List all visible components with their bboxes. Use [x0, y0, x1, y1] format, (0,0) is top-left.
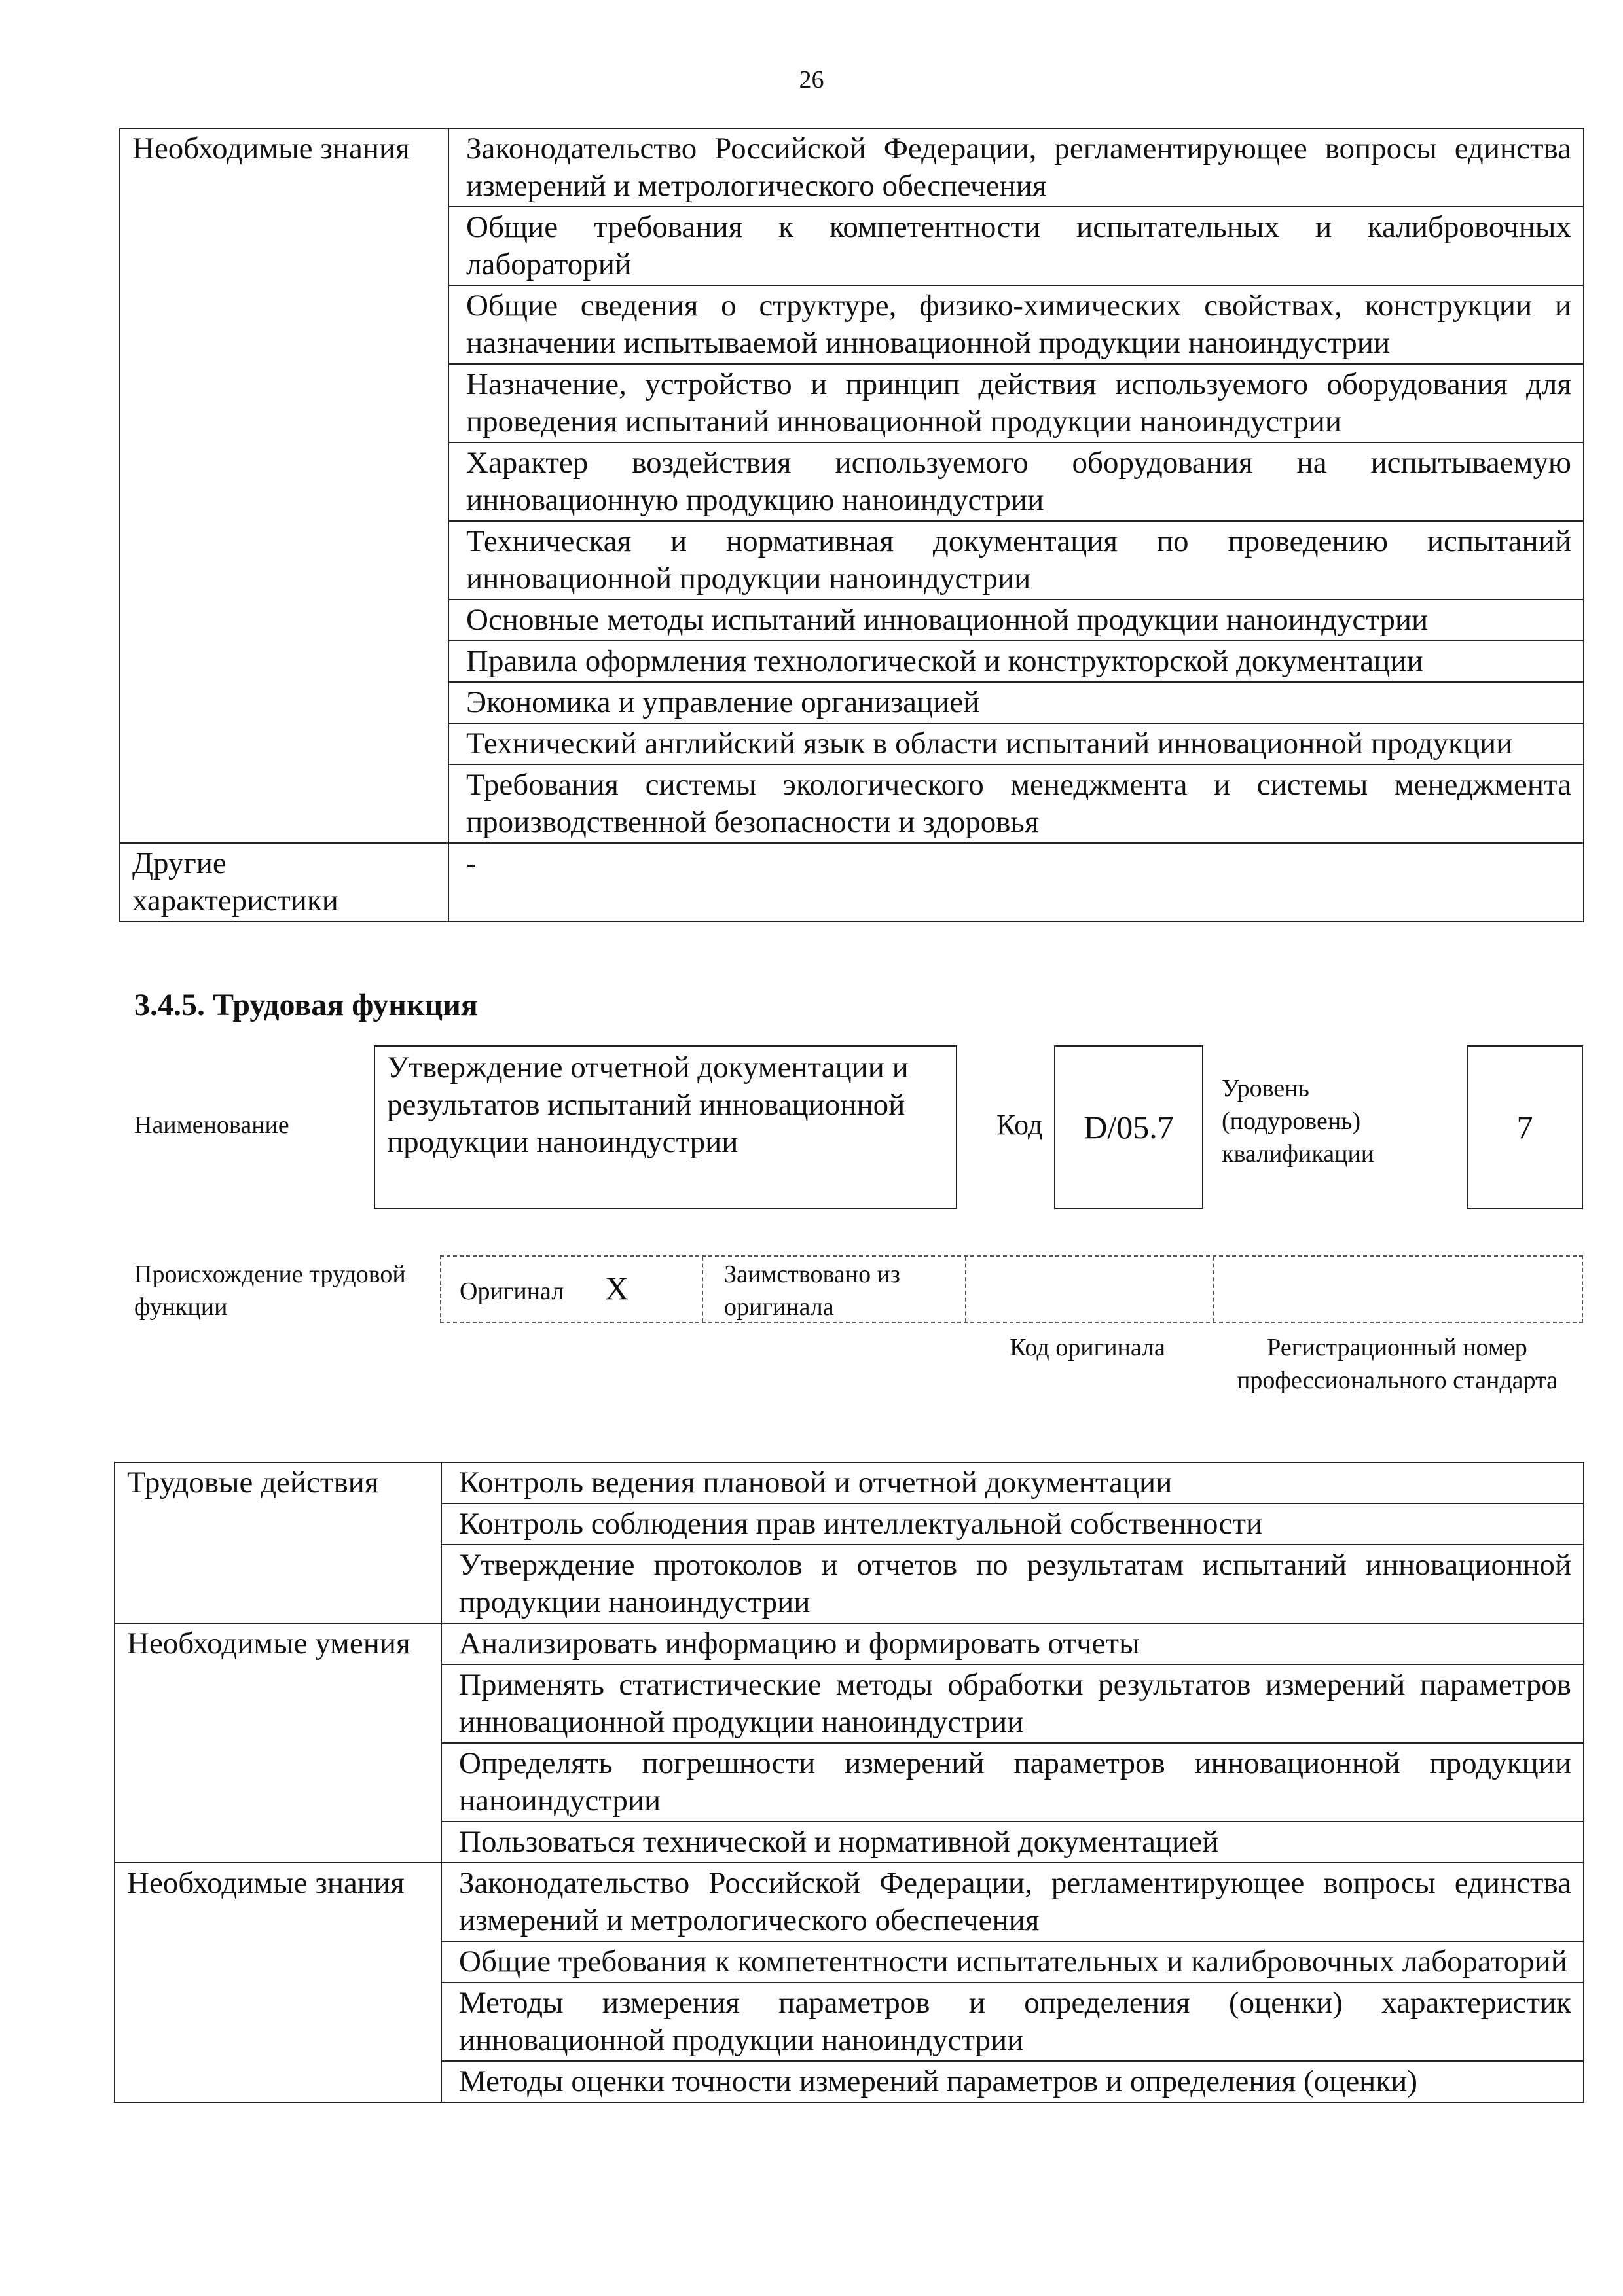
origin-label: Происхождение трудовой функции — [134, 1261, 406, 1321]
list-item: Методы измерения параметров и определения (оценки) характеристик инновационной продукции наноиндустрии — [441, 1982, 1584, 2061]
list-item: Общие требования к компетентности испытательных и калибровочных лабораторий — [441, 1941, 1584, 1982]
function-code-box: D/05.7 — [1054, 1045, 1203, 1209]
divider — [702, 1257, 703, 1322]
row-label: Необходимые знания — [120, 128, 448, 843]
orig-code-label: Код оригинала — [1010, 1334, 1165, 1361]
list-item: Анализировать информацию и формировать отчеты — [441, 1623, 1584, 1664]
name-label: Наименование — [134, 1111, 289, 1139]
function-name-box: Утверждение отчетной документации и результатов испытаний инновационной продукции наноиндустрии — [374, 1045, 957, 1209]
page-number: 26 — [799, 66, 824, 94]
list-item: Применять статистические методы обработки результатов измерений параметров инновационной продукции наноиндустрии — [441, 1664, 1584, 1743]
list-item: Контроль соблюдения прав интеллектуальной собственности — [441, 1503, 1584, 1545]
list-item: Техническая и нормативная документация по проведению испытаний инновационной продукции наноиндустрии — [448, 521, 1584, 600]
origin-row — [440, 1255, 1583, 1323]
list-item: Общие требования к компетентности испытательных и калибровочных лабораторий — [448, 207, 1584, 285]
row-label: Необходимые умения — [115, 1623, 441, 1863]
list-item: Экономика и управление организацией — [448, 682, 1584, 723]
code-label: Код — [996, 1109, 1043, 1141]
list-item: Контроль ведения плановой и отчетной документации — [441, 1462, 1584, 1503]
divider — [1213, 1257, 1214, 1322]
row-label: Необходимые знания — [115, 1863, 441, 2102]
list-item: Пользоваться технической и нормативной документацией — [441, 1821, 1584, 1863]
list-item: Основные методы испытаний инновационной продукции наноиндустрии — [448, 600, 1584, 641]
list-item: Характер воздействия используемого оборудования на испытываемую инновационную продукцию наноиндустрии — [448, 442, 1584, 521]
list-item: Общие сведения о структуре, физико-химических свойствах, конструкции и назначении испытываемой инновационной продукции наноиндустрии — [448, 285, 1584, 364]
table-row — [115, 1462, 1584, 1503]
list-item: - — [448, 843, 1584, 922]
list-item: Правила оформления технологической и конструкторской документации — [448, 641, 1584, 682]
table-row — [115, 1623, 1584, 1664]
level-value-box: 7 — [1467, 1045, 1583, 1209]
list-item: Назначение, устройство и принцип действия используемого оборудования для проведения испытаний инновационной продукции наноиндустрии — [448, 364, 1584, 442]
list-item: Законодательство Российской Федерации, регламентирующее вопросы единства измерений и метрологического обеспечения — [448, 128, 1584, 207]
list-item: Утверждение протоколов и отчетов по результатам испытаний инновационной продукции наноиндустрии — [441, 1545, 1584, 1623]
reg-number-label: Регистрационный номер профессионального стандарта — [1237, 1334, 1558, 1394]
list-item: Законодательство Российской Федерации, регламентирующее вопросы единства измерений и метрологического обеспечения — [441, 1863, 1584, 1941]
row-label: Трудовые действия — [115, 1462, 441, 1623]
table-row — [115, 1863, 1584, 1941]
list-item: Требования системы экологического менеджмента и системы менеджмента производственной безопасности и здоровья — [448, 764, 1584, 843]
section-heading: 3.4.5. Трудовая функция — [134, 988, 478, 1022]
level-label: Уровень (подуровень) квалификации — [1222, 1075, 1375, 1168]
divider — [965, 1257, 966, 1322]
original-label: Оригинал — [460, 1278, 564, 1305]
list-item: Методы оценки точности измерений параметров и определения (оценки) — [441, 2061, 1584, 2102]
requirements-table-top — [119, 128, 1584, 922]
list-item: Технический английский язык в области испытаний инновационной продукции — [448, 723, 1584, 764]
original-mark: X — [605, 1270, 629, 1306]
requirements-table-bottom — [114, 1462, 1584, 2103]
row-label: Другие характеристики — [120, 843, 448, 922]
borrowed-label: Заимствовано из оригинала — [724, 1261, 900, 1321]
list-item: Определять погрешности измерений параметров инновационной продукции наноиндустрии — [441, 1743, 1584, 1821]
table-row — [120, 843, 1584, 922]
table-row — [120, 128, 1584, 207]
